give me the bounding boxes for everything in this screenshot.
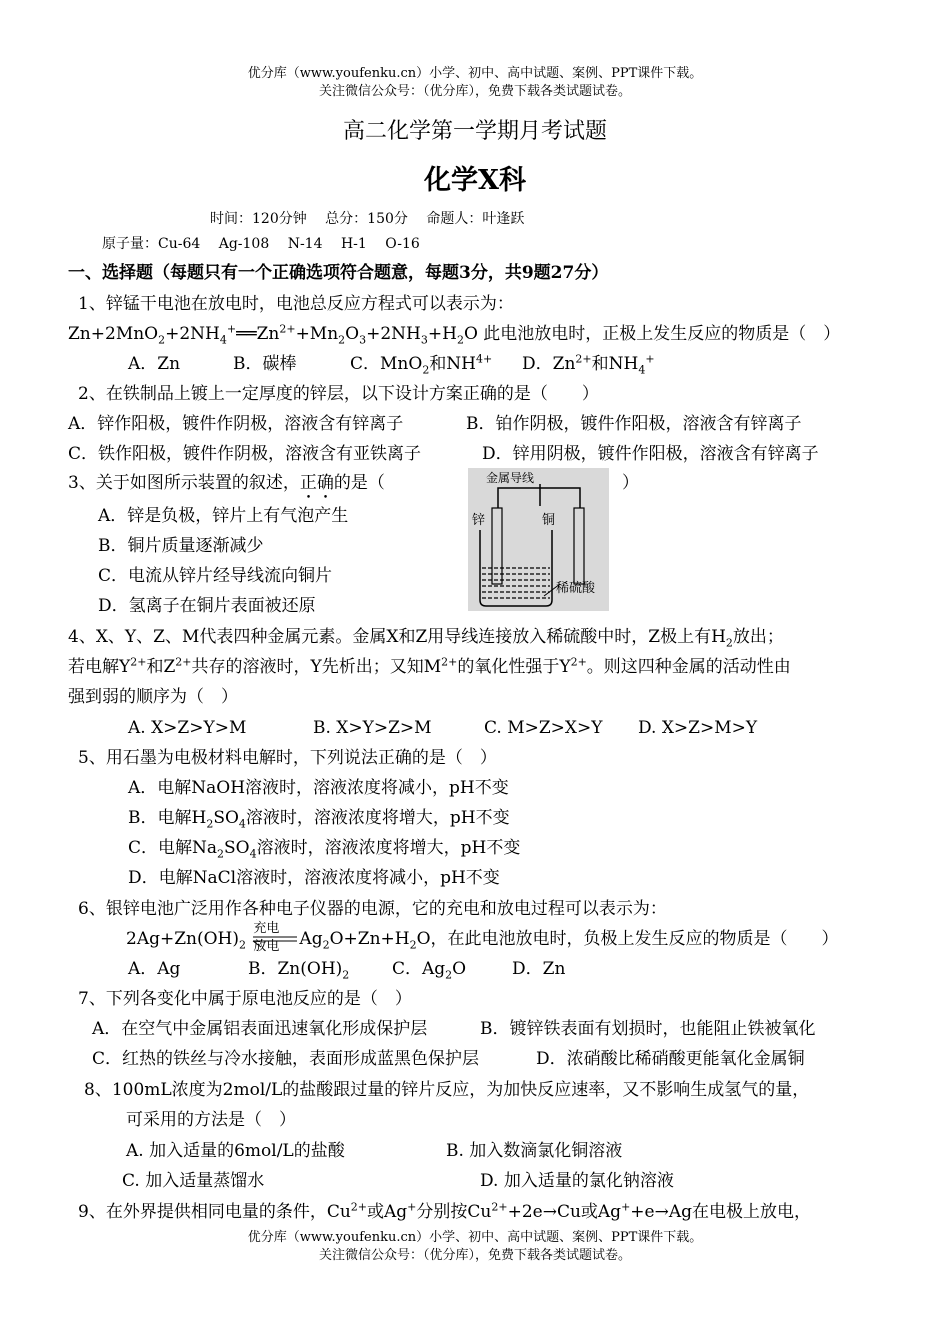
fig-zn-label: 锌 (472, 513, 486, 528)
q1-option-c: C．MnO$_2$和$NH^{4+}$ (350, 352, 493, 377)
reversible-arrow (251, 921, 299, 954)
q2-option-b: B．铂作阴极，镀件作阳极，溶液含有锌离子 (466, 414, 802, 434)
q6-equation: $2Ag+Zn(OH)_2$ 充电 放电 $Ag_2O+Zn+H_2O$，在此电池放电时，负极上发生反应的物质是（ ） (126, 921, 839, 954)
q4-line-2: 若电解$Y^{2+}$和$Z^{2+}$共存的溶液时，Y先析出；又知$M^{2+}$的氧化性强于$Y^{2+}$。则这四种金属的活动性由 (68, 655, 791, 677)
q2-option-a: A．锌作阳极，镀件作阴极，溶液含有锌离子 (68, 414, 404, 434)
q6-option-c: C．$Ag_2O$ (392, 959, 467, 982)
q3-option-b: B．铜片质量逐渐减少 (98, 536, 264, 556)
q5-option-b: B．电解$H_2SO_4$溶液时，溶液浓度将增大，pH不变 (128, 808, 510, 831)
q3-option-c: C．电流从锌片经导线流向铜片 (98, 566, 333, 586)
q6-stem: 6、银锌电池广泛用作各种电子仪器的电源，它的充电和放电过程可以表示为： (78, 899, 667, 919)
exam-info: 时间：120分钟 总分：150分 命题人：叶逢跃 (210, 211, 525, 227)
q8-option-a: A. 加入适量的6mol/L的盐酸 (126, 1141, 345, 1161)
q1-option-b: B．碳棒 (233, 354, 297, 374)
fig-acid-label: 稀硫酸 (556, 581, 596, 596)
fig-cu-label: 铜 (542, 513, 556, 528)
q5-option-c: C．电解$Na_2SO_4$溶液时，溶液浓度将增大，pH不变 (128, 838, 521, 861)
q2-option-d: D．锌用阴极，镀件作阳极，溶液含有锌离子 (482, 444, 819, 464)
charge-label: 充电 (253, 921, 280, 936)
q7-option-d: D．浓硝酸比稀硝酸更能氧化金属铜 (536, 1049, 805, 1069)
q8-option-c: C. 加入适量蒸馏水 (122, 1171, 265, 1191)
q7-option-c: C．红热的铁丝与冷水接触，表面形成蓝黑色保护层 (92, 1049, 480, 1069)
footer-line-2: 关注微信公众号：（优分库），免费下载各类试题试卷。 (318, 1248, 631, 1263)
q5-stem: 5、用石墨为电极材料电解时，下列说法正确的是（ ） (78, 748, 497, 768)
header-line-1: 优分库（www.youfenku.cn）小学、初中、高中试题、案例、PPT课件下载。 (247, 66, 703, 81)
galvanic-cell-figure (468, 468, 609, 611)
q3-stem: 3、关于如图所示装置的叙述，正确的是（ (68, 473, 385, 493)
q7-option-a: A．在空气中金属铝表面迅速氧化形成保护层 (92, 1019, 428, 1039)
q5-option-d: D．电解NaCl溶液时，溶液浓度将减小，pH不变 (128, 868, 500, 888)
q3-stem-close: ） (622, 473, 639, 493)
q1-stem: 1、锌锰干电池在放电时，电池总反应方程式可以表示为： (78, 294, 514, 314)
q2-option-c: C．铁作阳极，镀件作阴极，溶液含有亚铁离子 (68, 444, 422, 464)
header-line-2: 关注微信公众号：（优分库），免费下载各类试题试卷。 (318, 84, 631, 99)
q4-line-3: 强到弱的顺序为（ ） (68, 687, 238, 707)
q2-stem: 2、在铁制品上镀上一定厚度的锌层，以下设计方案正确的是（ ） (78, 384, 599, 404)
q1-option-d: D．$Zn^{2+}$和$NH_4^+$ (522, 352, 655, 377)
q6-option-a: A．Ag (128, 959, 181, 979)
q4-option-a: A. X>Z>Y>M (128, 718, 247, 738)
q7-option-b: B．镀锌铁表面有划损时，也能阻止铁被氧化 (480, 1019, 816, 1039)
q3-option-d: D．氢离子在铜片表面被还原 (98, 596, 316, 616)
q8-option-d: D. 加入适量的氯化钠溶液 (480, 1171, 674, 1191)
q4-option-d: D. X>Z>M>Y (638, 718, 758, 738)
q4-option-c: C. M>Z>X>Y (484, 718, 603, 738)
q9-line-1: 9、在外界提供相同电量的条件，$Cu^{2+}$或Ag+分别按$Cu^{2+}+2e\to Cu$或Ag++e→Ag在电极上放电， (78, 1200, 811, 1222)
q4-option-b: B. X>Y>Z>M (313, 718, 432, 738)
q6-option-d: D．Zn (512, 959, 566, 979)
q5-option-a: A．电解NaOH溶液时，溶液浓度将减小，pH不变 (128, 778, 509, 798)
q1-equation: $Zn+2MnO_2+2NH_4^+══Zn^{2+}+Mn_2O_3+2NH_3+H_2O$ 此电池放电时，正极上发生反应的物质是（ ） (68, 322, 841, 347)
q6-option-b: B．$Zn(OH)_2$ (248, 959, 350, 982)
q1-option-a: A．Zn (128, 354, 181, 374)
discharge-label: 放电 (253, 939, 280, 954)
atomic-masses: 原子量：Cu-64 Ag-108 N-14 H-1 O-16 (102, 236, 420, 252)
q8-line-2: 可采用的方法是（ ） (126, 1110, 296, 1130)
section-heading: 一、选择题（每题只有一个正确选项符合题意，每题3分，共9题27分） (68, 263, 609, 283)
exam-subject: 化学X科 (424, 165, 526, 196)
q4-line-1: 4、X、Y、Z、M代表四种金属元素。金属X和Z用导线连接放入稀硫酸中时，Z极上有$H_2$放出； (68, 627, 784, 650)
exam-title: 高二化学第一学期月考试题 (342, 119, 607, 144)
q8-line-1: 8、100mL浓度为2mol/L的盐酸跟过量的锌片反应，为加快反应速率，又不影响生成氢气的量， (84, 1080, 810, 1100)
q7-stem: 7、下列各变化中属于原电池反应的是（ ） (78, 989, 412, 1009)
fig-wire-label: 金属导线 (486, 471, 535, 485)
footer-line-1: 优分库（www.youfenku.cn）小学、初中、高中试题、案例、PPT课件下载。 (247, 1230, 703, 1245)
q8-option-b: B. 加入数滴氯化铜溶液 (446, 1141, 623, 1161)
q3-option-a: A．锌是负极，锌片上有气泡产生 (98, 506, 349, 526)
